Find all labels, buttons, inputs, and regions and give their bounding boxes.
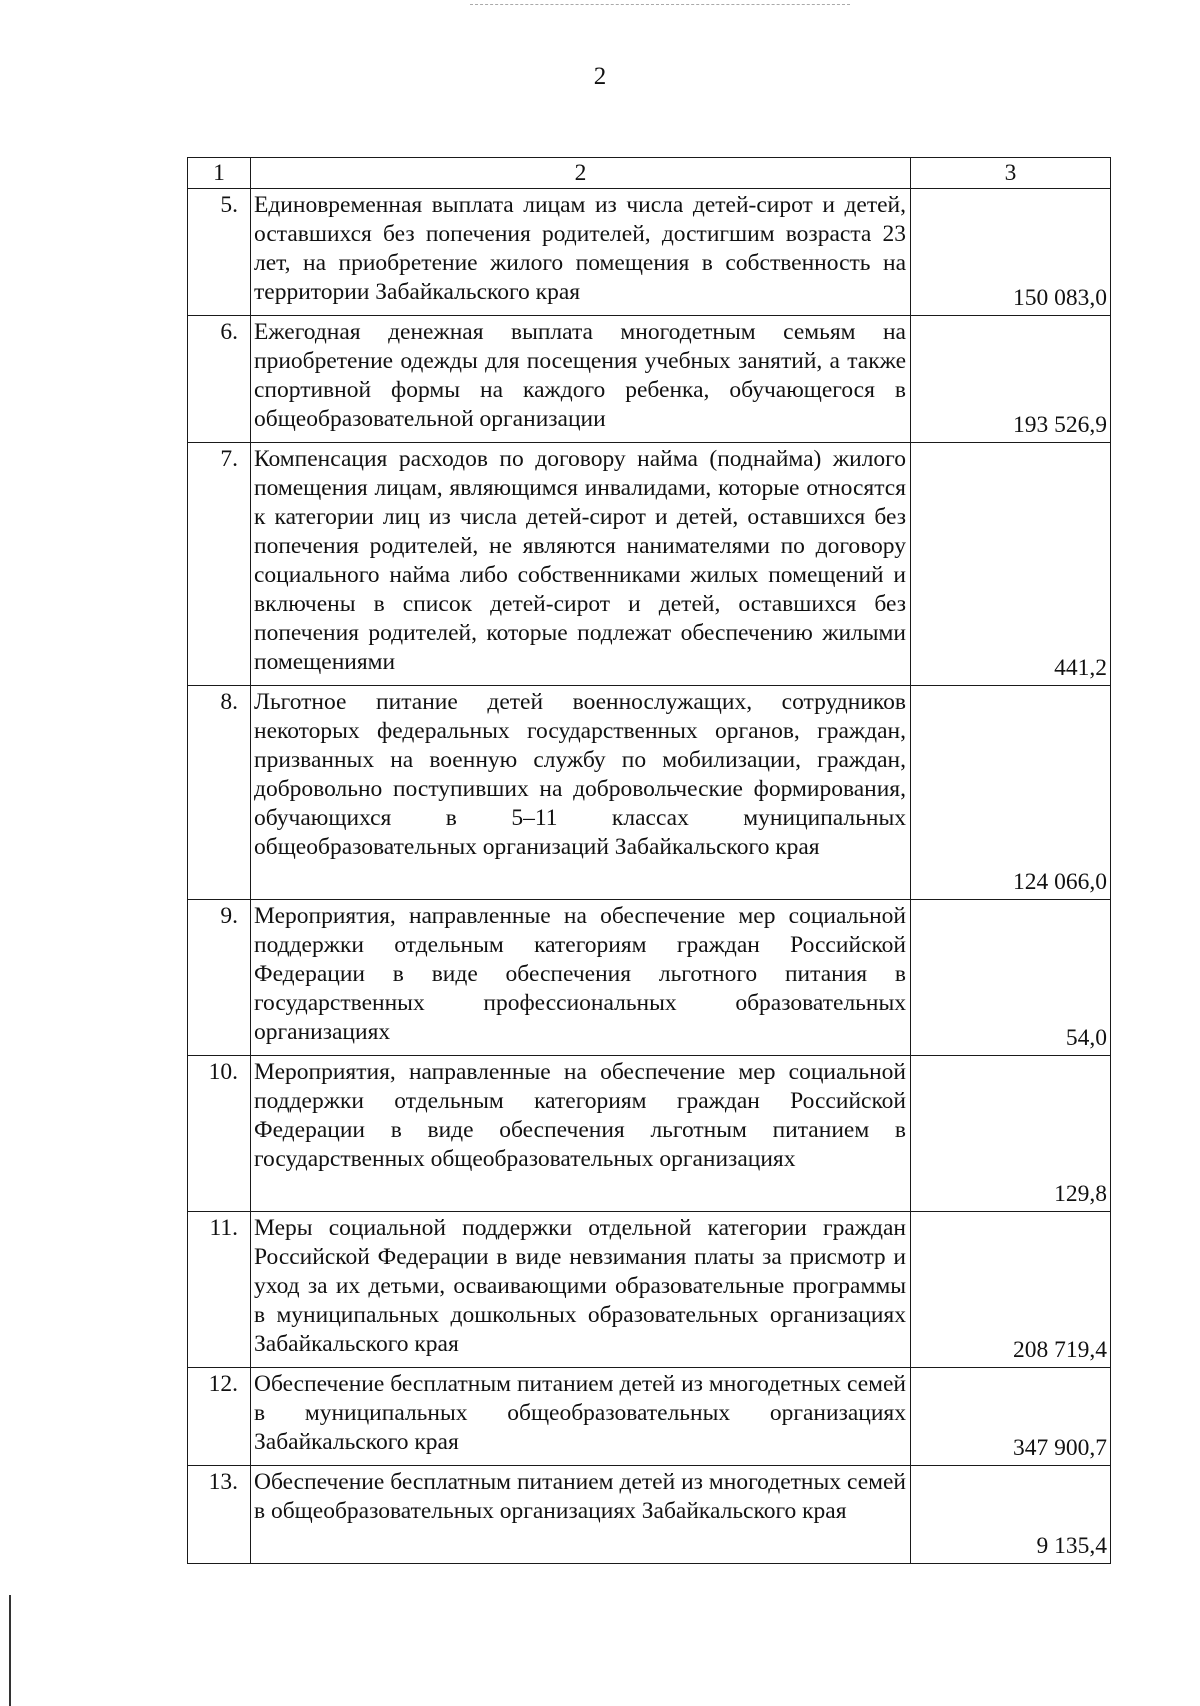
page-number: 2 — [593, 63, 607, 90]
row-description: Компенсация расходов по договору найма (поднайма) жилого помещения лицам, являющимся инвалидами, которые относятся к категории лиц из числа детей-сирот и детей, оставшихся без попечения родителей, не являются нанимателями по договору социального найма либо собственниками жилых помещений и включены в список детей-сирот и детей, оставшихся без попечения родителей, которые подлежат обеспечению жилыми помещениями — [251, 443, 911, 686]
row-amount: 441,2 — [911, 443, 1111, 686]
table-header-row — [188, 158, 1111, 189]
row-description: Меры социальной поддержки отдельной категории граждан Российской Федерации в виде невзимания платы за присмотр и уход за их детьми, осваивающими образовательные программы в муниципальных дошкольных образовательных организациях Забайкальского края — [251, 1212, 911, 1368]
scan-artifact-top — [470, 4, 850, 7]
row-description: Обеспечение бесплатным питанием детей из многодетных семей в муниципальных общеобразовательных организациях Забайкальского края — [251, 1368, 911, 1466]
row-description: Ежегодная денежная выплата многодетным семьям на приобретение одежды для посещения учебных занятий, а также спортивной формы на каждого ребенка, обучающегося в общеобразовательной организации — [251, 316, 911, 443]
row-number: 7. — [188, 443, 251, 686]
row-number: 6. — [188, 316, 251, 443]
budget-table — [187, 157, 1111, 1564]
row-number: 9. — [188, 900, 251, 1056]
row-amount: 347 900,7 — [911, 1368, 1111, 1466]
row-description: Мероприятия, направленные на обеспечение мер социальной поддержки отдельным категориям граждан Российской Федерации в виде обеспечения льготного питания в государственных профессиональных образовательных организациях — [251, 900, 911, 1056]
table-row — [188, 316, 1111, 443]
row-amount: 129,8 — [911, 1056, 1111, 1212]
row-number: 11. — [188, 1212, 251, 1368]
table-row — [188, 443, 1111, 686]
row-amount: 208 719,4 — [911, 1212, 1111, 1368]
row-number: 13. — [188, 1466, 251, 1564]
row-amount: 9 135,4 — [911, 1466, 1111, 1564]
row-description: Обеспечение бесплатным питанием детей из многодетных семей в общеобразовательных организациях Забайкальского края — [251, 1466, 911, 1564]
column-header-3: 3 — [911, 158, 1111, 189]
scan-margin-line — [9, 1595, 11, 1706]
table-row — [188, 686, 1111, 900]
row-number: 10. — [188, 1056, 251, 1212]
row-description: Льготное питание детей военнослужащих, сотрудников некоторых федеральных государственных органов, граждан, призванных на военную службу по мобилизации, граждан, добровольно поступивших на добровольческие формирования, обучающихся в 5–11 классах муниципальных общеобразовательных организаций Забайкальского края — [251, 686, 911, 900]
table-row — [188, 1212, 1111, 1368]
row-description: Мероприятия, направленные на обеспечение мер социальной поддержки отдельным категориям граждан Российской Федерации в виде обеспечения льготным питанием в государственных общеобразовательных организациях — [251, 1056, 911, 1212]
column-header-2: 2 — [251, 158, 911, 189]
row-amount: 124 066,0 — [911, 686, 1111, 900]
row-number: 12. — [188, 1368, 251, 1466]
row-amount: 150 083,0 — [911, 189, 1111, 316]
table-row — [188, 1466, 1111, 1564]
table-row — [188, 189, 1111, 316]
row-number: 5. — [188, 189, 251, 316]
row-amount: 193 526,9 — [911, 316, 1111, 443]
row-description: Единовременная выплата лицам из числа детей-сирот и детей, оставшихся без попечения родителей, достигшим возраста 23 лет, на приобретение жилого помещения в собственность на территории Забайкальского края — [251, 189, 911, 316]
table-row — [188, 1368, 1111, 1466]
table-row — [188, 1056, 1111, 1212]
row-amount: 54,0 — [911, 900, 1111, 1056]
table-row — [188, 900, 1111, 1056]
row-number: 8. — [188, 686, 251, 900]
column-header-1: 1 — [188, 158, 251, 189]
